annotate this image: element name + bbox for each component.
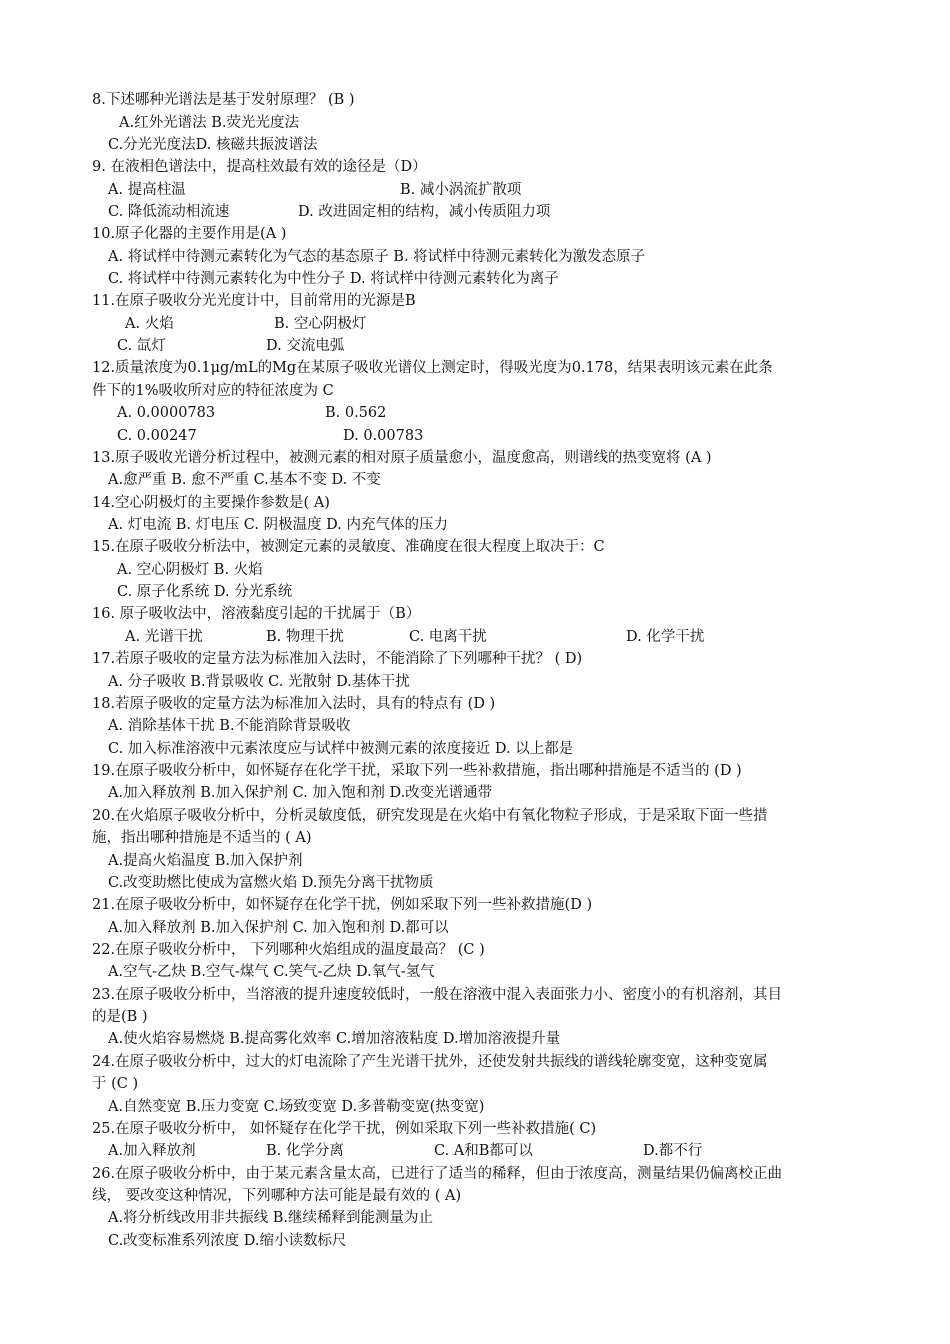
question-9-option-a: A. 提高柱温 (108, 182, 186, 198)
question-8-options-row-2: C.分光光度法D. 核磁共振波谱法 (108, 137, 318, 153)
question-25-option-d: D.都不行 (643, 1143, 703, 1159)
question-15-options-row-2: C. 原子化系统 D. 分光系统 (117, 584, 293, 600)
question-23-stem-line-1: 23.在原子吸收分析中，当溶液的提升速度较低时，一般在溶液中混入表面张力小、密度小的有机溶剂，其目 (92, 987, 783, 1003)
question-16-option-b: B. 物理干扰 (266, 629, 344, 645)
question-17-options: A. 分子吸收 B.背景吸收 C. 光散射 D.基体干扰 (108, 674, 410, 690)
question-24-stem-line-1: 24.在原子吸收分析中，过大的灯电流除了产生光谱干扰外，还使发射共振线的谱线轮廓变宽，这种变宽属 (92, 1054, 768, 1070)
question-10-stem: 10.原子化器的主要作用是(A ) (92, 226, 287, 242)
question-15-stem: 15.在原子吸收分析法中，被测定元素的灵敏度、准确度在很大程度上取决于：C (92, 539, 605, 555)
question-20-stem-line-2: 施，指出哪种措施是不适当的 ( A) (92, 830, 312, 846)
question-9-option-d: D. 改进固定相的结构，减小传质阻力项 (298, 204, 551, 220)
question-23-options: A.使火焰容易燃烧 B.提高雾化效率 C.增加溶液粘度 D.增加溶液提升量 (108, 1031, 561, 1047)
question-17-stem: 17.若原子吸收的定量方法为标准加入法时，不能消除了下列哪种干扰？ ( D) (92, 651, 583, 667)
question-23-stem-line-2: 的是(B ) (92, 1009, 148, 1025)
question-11-option-b: B. 空心阴极灯 (274, 316, 367, 332)
question-12-stem-line-2: 件下的1%吸收所对应的特征浓度为 C (92, 383, 334, 399)
question-12-option-b: B. 0.562 (325, 405, 387, 421)
question-12-option-c: C. 0.00247 (117, 428, 197, 444)
question-11-option-a: A. 火焰 (125, 316, 174, 332)
question-26-stem-line-1: 26.在原子吸收分析中，由于某元素含量太高，已进行了适当的稀释，但由于浓度高，测量结果仍偏离校正曲 (92, 1166, 783, 1182)
question-13-stem: 13.原子吸收光谱分析过程中，被测元素的相对原子质量愈小，温度愈高，则谱线的热变宽将 (A ) (92, 450, 712, 466)
question-8-stem: 8.下述哪种光谱法是基于发射原理？ (B ) (92, 92, 355, 108)
question-16-option-c: C. 电离干扰 (409, 629, 487, 645)
question-9-option-c: C. 降低流动相流速 (108, 204, 230, 220)
question-13-options: A.愈严重 B. 愈不严重 C.基本不变 D. 不变 (108, 472, 381, 488)
question-24-stem-line-2: 于 (C ) (92, 1076, 139, 1092)
question-26-options-row-2: C.改变标准系列浓度 D.缩小读数标尺 (108, 1233, 347, 1249)
question-18-options-row-2: C. 加入标准溶液中元素浓度应与试样中被测元素的浓度接近 D. 以上都是 (108, 741, 574, 757)
question-9-option-b: B. 减小涡流扩散项 (400, 182, 522, 198)
question-10-options-row-2: C. 将试样中待测元素转化为中性分子 D. 将试样中待测元素转化为离子 (108, 271, 559, 287)
question-21-stem: 21.在原子吸收分析中，如怀疑存在化学干扰，例如采取下列一些补救措施(D ) (92, 897, 593, 913)
question-16-stem: 16. 原子吸收法中，溶液黏度引起的干扰属于（B） (92, 606, 421, 622)
question-12-option-d: D. 0.00783 (343, 428, 424, 444)
question-9-stem: 9. 在液相色谱法中，提高柱效最有效的途径是（D） (92, 159, 427, 175)
question-20-stem-line-1: 20.在火焰原子吸收分析中，分析灵敏度低，研究发现是在火焰中有氧化物粒子形成，于是采取下面一些措 (92, 808, 768, 824)
question-16-option-d: D. 化学干扰 (626, 629, 705, 645)
question-14-options: A. 灯电流 B. 灯电压 C. 阴极温度 D. 内充气体的压力 (108, 517, 449, 533)
question-25-option-b: B. 化学分离 (266, 1143, 344, 1159)
question-12-option-a: A. 0.0000783 (117, 405, 216, 421)
question-21-options: A.加入释放剂 B.加入保护剂 C. 加入饱和剂 D.都可以 (108, 920, 449, 936)
question-18-options-row-1: A. 消除基体干扰 B.不能消除背景吸收 (108, 718, 351, 734)
question-20-options-row-2: C.改变助燃比使成为富燃火焰 D.预先分离干扰物质 (108, 875, 434, 891)
question-12-stem-line-1: 12.质量浓度为0.1μg/mL的Mg在某原子吸收光谱仪上测定时，得吸光度为0.178，结果表明该元素在此条 (92, 360, 773, 376)
question-15-options-row-1: A. 空心阴极灯 B. 火焰 (117, 562, 263, 578)
question-19-stem: 19.在原子吸收分析中，如怀疑存在化学干扰，采取下列一些补救措施，指出哪种措施是不适当的 (D ) (92, 763, 742, 779)
question-20-options-row-1: A.提高火焰温度 B.加入保护剂 (108, 853, 303, 869)
question-22-options: A.空气-乙炔 B.空气-煤气 C.笑气-乙炔 D.氧气-氢气 (108, 964, 435, 980)
question-8-options-row-1: A.红外光谱法 B.荧光光度法 (119, 115, 299, 131)
question-11-option-c: C. 氙灯 (117, 338, 166, 354)
question-26-options-row-1: A.将分析线改用非共振线 B.继续稀释到能测量为止 (108, 1210, 433, 1226)
question-10-options-row-1: A. 将试样中待测元素转化为气态的基态原子 B. 将试样中待测元素转化为激发态原子 (108, 249, 646, 265)
question-24-options: A.自然变宽 B.压力变宽 C.场致变宽 D.多普勒变宽(热变宽) (108, 1099, 485, 1115)
question-18-stem: 18.若原子吸收的定量方法为标准加入法时，具有的特点有 (D ) (92, 696, 496, 712)
question-11-stem: 11.在原子吸收分光光度计中，目前常用的光源是B (92, 293, 416, 309)
question-22-stem: 22.在原子吸收分析中， 下列哪种火焰组成的温度最高？ (C ) (92, 942, 485, 958)
question-25-option-a: A.加入释放剂 (108, 1143, 196, 1159)
question-25-option-c: C. A和B都可以 (434, 1143, 533, 1159)
question-16-option-a: A. 光谱干扰 (125, 629, 203, 645)
question-14-stem: 14.空心阴极灯的主要操作参数是( A) (92, 495, 330, 511)
question-25-stem: 25.在原子吸收分析中， 如怀疑存在化学干扰，例如采取下列一些补救措施( C) (92, 1121, 597, 1137)
question-19-options: A.加入释放剂 B.加入保护剂 C. 加入饱和剂 D.改变光谱通带 (108, 785, 493, 801)
question-26-stem-line-2: 线， 要改变这种情况，下列哪种方法可能是最有效的 ( A) (92, 1188, 462, 1204)
question-11-option-d: D. 交流电弧 (266, 338, 345, 354)
